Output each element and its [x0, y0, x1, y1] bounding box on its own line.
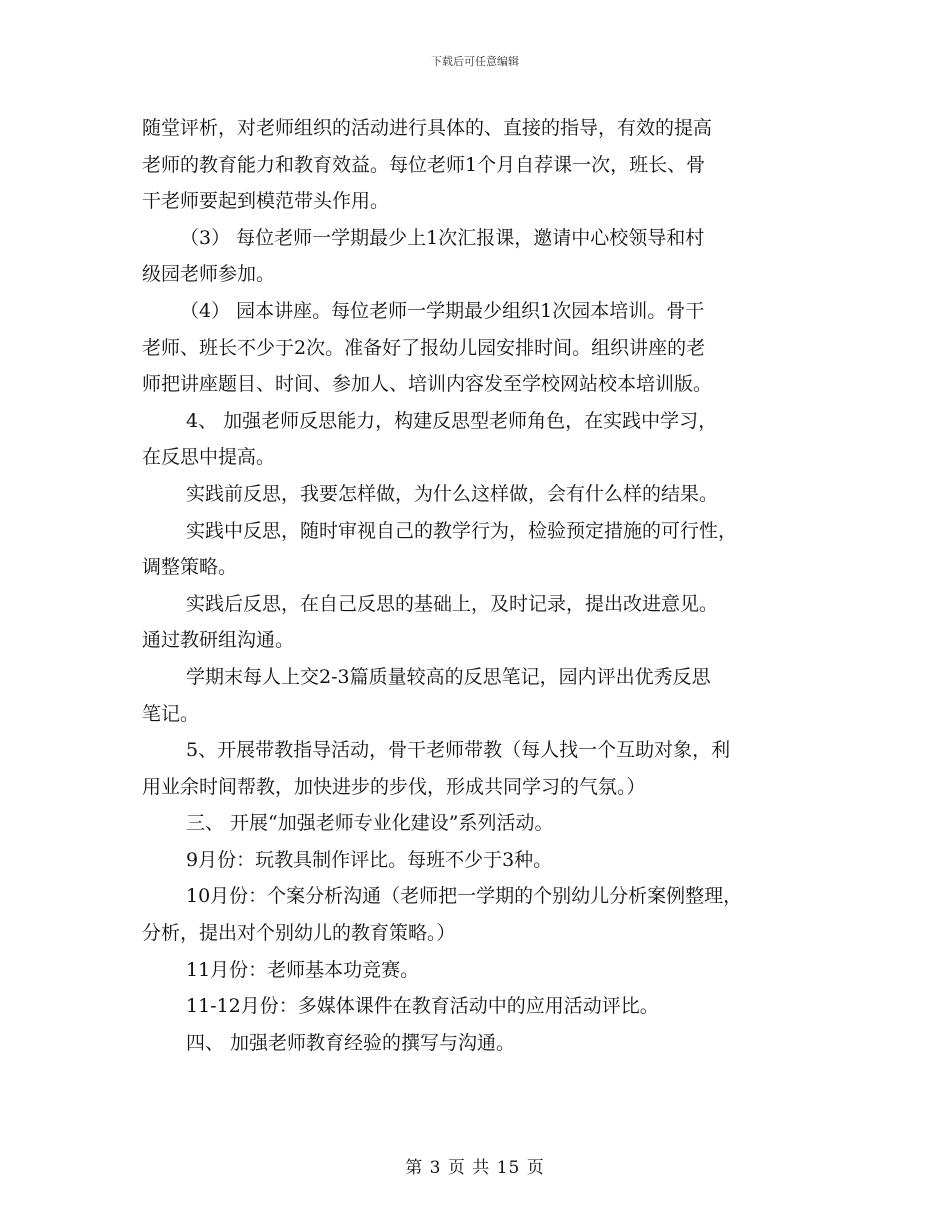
paragraph — [142, 220, 812, 293]
section-heading — [142, 1025, 812, 1062]
text-line: 4、 加强老师反思能力，构建反思型老师角色，在实践中学习， — [186, 409, 718, 432]
text-line: 级园老师参加。 — [142, 263, 276, 286]
paragraph — [142, 842, 812, 879]
text-line: 老师、班长不少于2次。准备好了报幼儿园安排时间。组织讲座的老 — [142, 336, 706, 359]
paragraph — [142, 513, 812, 586]
paragraph — [142, 732, 812, 805]
text-line: 11-12月份：多媒体课件在教育活动中的应用活动评比。 — [186, 995, 659, 1018]
page-header: 下载后可任意编辑 — [431, 55, 519, 68]
paragraph — [142, 293, 812, 403]
text-line: 11月份：老师基本功竞赛。 — [186, 958, 420, 981]
paragraph — [142, 878, 812, 951]
text-line: 实践前反思，我要怎样做，为什么这样做，会有什么样的结果。 — [186, 482, 719, 505]
paragraph — [142, 110, 812, 220]
text-line: 实践后反思，在自己反思的基础上，及时记录，提出改进意见。 — [186, 592, 719, 615]
section-heading — [142, 805, 812, 842]
document-body — [142, 110, 812, 1061]
paragraph — [142, 403, 812, 476]
text-line: 干老师要起到模范带头作用。 — [142, 190, 390, 213]
text-line: 随堂评析，对老师组织的活动进行具体的、直接的指导，有效的提高 — [142, 117, 713, 139]
text-line: 在反思中提高。 — [142, 446, 276, 469]
text-line: 笔记。 — [142, 702, 200, 725]
text-line: 学期末每人上交2-3篇质量较高的反思笔记，园内评出优秀反思 — [186, 665, 711, 688]
text-line: 10月份：个案分析沟通（老师把一学期的个别幼儿分析案例整理， — [186, 885, 743, 908]
text-line: 5、开展带教指导活动，骨干老师带教（每人找一个互助对象，利 — [186, 739, 731, 762]
paragraph — [142, 586, 812, 659]
paragraph — [142, 659, 812, 732]
text-line: 调整策略。 — [142, 556, 238, 579]
paragraph — [142, 952, 812, 989]
text-line: 师把讲座题目、时间、参加人、培训内容发至学校网站校本培训版。 — [142, 373, 713, 396]
text-line: 用业余时间帮教，加快进步的步伐，形成共同学习的气氛。） — [142, 775, 646, 798]
text-line: 四、 加强老师教育经验的撰写与沟通。 — [186, 1031, 516, 1054]
text-line: 通过教研组沟通。 — [142, 629, 295, 652]
text-line: 老师的教育能力和教育效益。每位老师1个月自荐课一次，班长、骨 — [142, 153, 706, 176]
text-line: 实践中反思，随时审视自己的教学行为，检验预定措施的可行性， — [186, 519, 738, 542]
page-number-footer: 第 3 页 共 15 页 — [405, 1158, 545, 1178]
paragraph — [142, 988, 812, 1025]
paragraph — [142, 476, 812, 513]
text-line: 9月份：玩教具制作评比。每班不少于3种。 — [186, 848, 553, 871]
text-line: （4） 园本讲座。每位老师一学期最少组织1次园本培训。骨干 — [180, 299, 705, 322]
text-line: （3） 每位老师一学期最少上1次汇报课，邀请中心校领导和村 — [180, 226, 705, 249]
text-line: 三、 开展“加强老师专业化建设”系列活动。 — [186, 812, 554, 835]
text-line: 分析，提出对个别幼儿的教育策略。） — [142, 922, 456, 945]
